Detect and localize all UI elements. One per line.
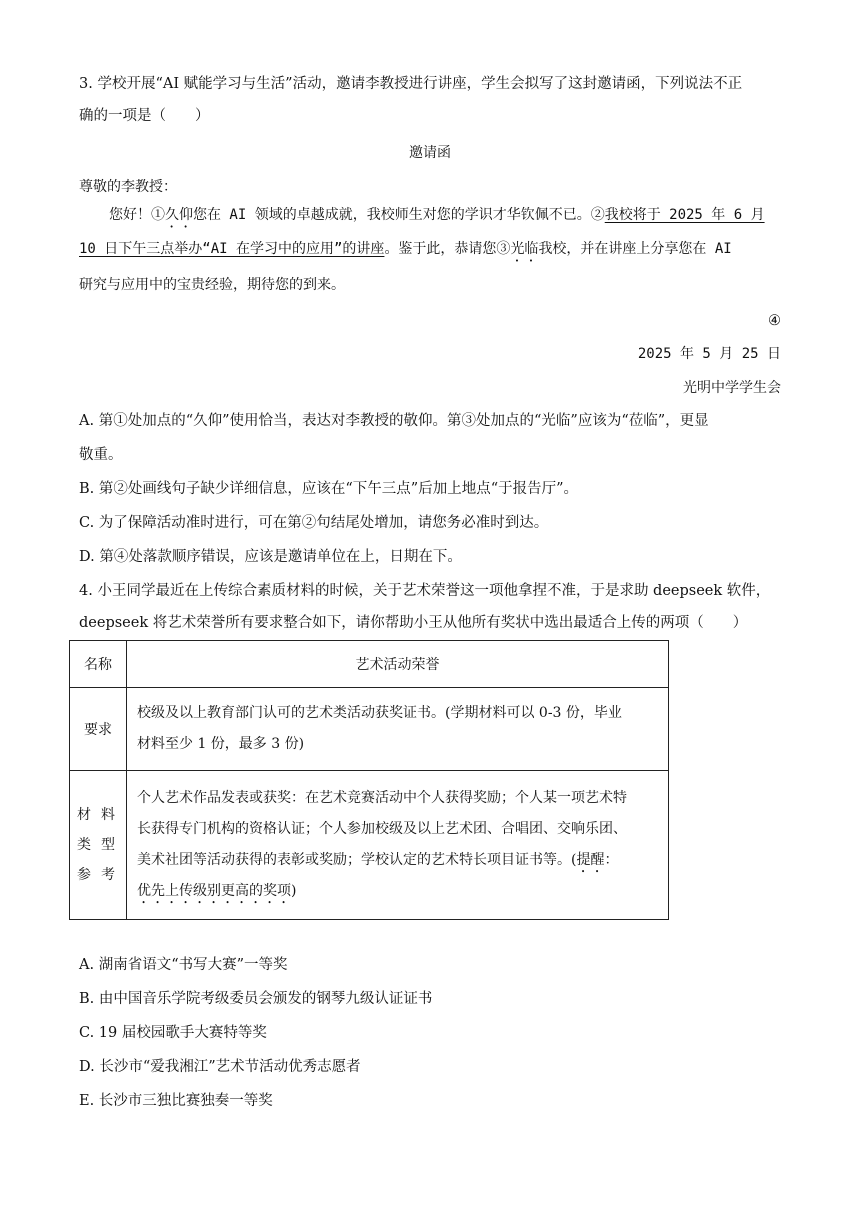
q4-stem-line1: 4. 小王同学最近在上传综合素质材料的时候，关于艺术荣誉这一项他拿捏不准，于是求助 deepseek 软件，	[79, 583, 771, 599]
material-text: )	[291, 883, 297, 899]
q3-option-b: B. 第②处画线句子缺少详细信息，应该在“下午三点”后加上地点“于报告厅”。	[79, 481, 579, 497]
letter-text: 您好！①	[109, 207, 165, 223]
requirement-line: 材料至少 1 份，最多 3 份)	[137, 736, 305, 752]
letter-title: 邀请函	[409, 145, 451, 161]
q4-option-d: D. 长沙市“爱我湘江”艺术节活动优秀志愿者	[79, 1059, 361, 1075]
label-part: 参考	[77, 867, 125, 883]
table-row	[70, 771, 669, 920]
q4-option-a: A. 湖南省语文“书写大赛”一等奖	[79, 957, 288, 973]
q3-stem-line1: 3. 学校开展“AI 赋能学习与生活”活动，邀请李教授进行讲座，学生会拟写了这封邀请函，下列说法不正	[79, 76, 743, 92]
table-header-name: 名称	[70, 641, 127, 688]
letter-text: 我校，并在讲座上分享您在 AI	[538, 241, 732, 257]
table-row	[70, 688, 669, 771]
letter-text: 您在 AI 领域的卓越成就，我校师生对您的学识才华钦佩不已。②	[193, 207, 605, 223]
q3-stem-line2: 确的一项是（ ）	[79, 108, 210, 124]
q4-stem-line2: deepseek 将艺术荣誉所有要求整合如下，请你帮助小王从他所有奖状中选出最适合上传的两项（ ）	[79, 615, 748, 631]
material-line	[137, 845, 658, 876]
dotted-term-guanglin: 光临	[510, 241, 539, 257]
requirement-line: 校级及以上教育部门认可的艺术类活动获奖证书。(学期材料可以 0-3 份，毕业	[137, 705, 622, 721]
underlined-sentence: 10 日下午三点举办“AI 在学习中的应用”的讲座	[79, 241, 385, 257]
q3-option-a-line1: A. 第①处加点的“久仰”使用恰当，表达对李教授的敬仰。第③处加点的“光临”应该为“莅临”，更显	[79, 413, 709, 429]
letter-body-line3: 研究与应用中的宝贵经验，期待您的到来。	[79, 277, 345, 293]
dotted-reminder: 优先上传级别更高的奖项	[137, 883, 291, 899]
q3-option-c: C. 为了保障活动准时进行，可在第②句结尾处增加，请您务必准时到达。	[79, 515, 549, 531]
label-part: 类型	[77, 837, 125, 853]
table-header-value: 艺术活动荣誉	[127, 641, 669, 688]
q4-option-b: B. 由中国音乐学院考级委员会颁发的钢琴九级认证证书	[79, 991, 433, 1007]
q3-option-a-line2: 敬重。	[79, 447, 123, 463]
art-honor-table	[69, 640, 669, 920]
dotted-term-jiuyang: 久仰	[165, 207, 193, 223]
letter-signer: 光明中学学生会	[683, 380, 781, 396]
q4-option-c: C. 19 届校园歌手大赛特等奖	[79, 1025, 267, 1041]
material-line: 个人艺术作品发表或获奖：在艺术竞赛活动中个人获得奖励；个人某一项艺术特	[137, 790, 627, 806]
letter-text: 。鉴于此，恭请您③	[384, 241, 511, 257]
material-line: 长获得专门机构的资格认证；个人参加校级及以上艺术团、合唱团、交响乐团、	[137, 821, 627, 837]
table-cell-material-type	[127, 771, 669, 920]
letter-salutation: 尊敬的李教授：	[79, 179, 177, 195]
letter-body-line1	[109, 198, 781, 232]
q3-option-d: D. 第④处落款顺序错误，应该是邀请单位在上，日期在下。	[79, 549, 462, 565]
underlined-sentence: 我校将于 2025 年 6 月	[604, 207, 765, 223]
label-part: 材料	[77, 807, 125, 823]
table-label-requirement: 要求	[70, 688, 127, 771]
material-text: 美术社团等活动获得的表彰或奖励；学校认定的艺术特长项目证书等。(	[137, 852, 577, 868]
q4-option-e: E. 长沙市三独比赛独奏一等奖	[79, 1093, 273, 1109]
letter-body-line2	[79, 232, 781, 266]
letter-date: 2025 年 5 月 25 日	[637, 346, 781, 362]
material-line	[137, 876, 658, 907]
letter-mark-4: ④	[768, 313, 781, 329]
dotted-reminder: 提醒：	[576, 852, 619, 868]
table-label-material-type	[70, 771, 127, 920]
table-cell-requirement	[127, 688, 669, 771]
table-row	[70, 641, 669, 688]
